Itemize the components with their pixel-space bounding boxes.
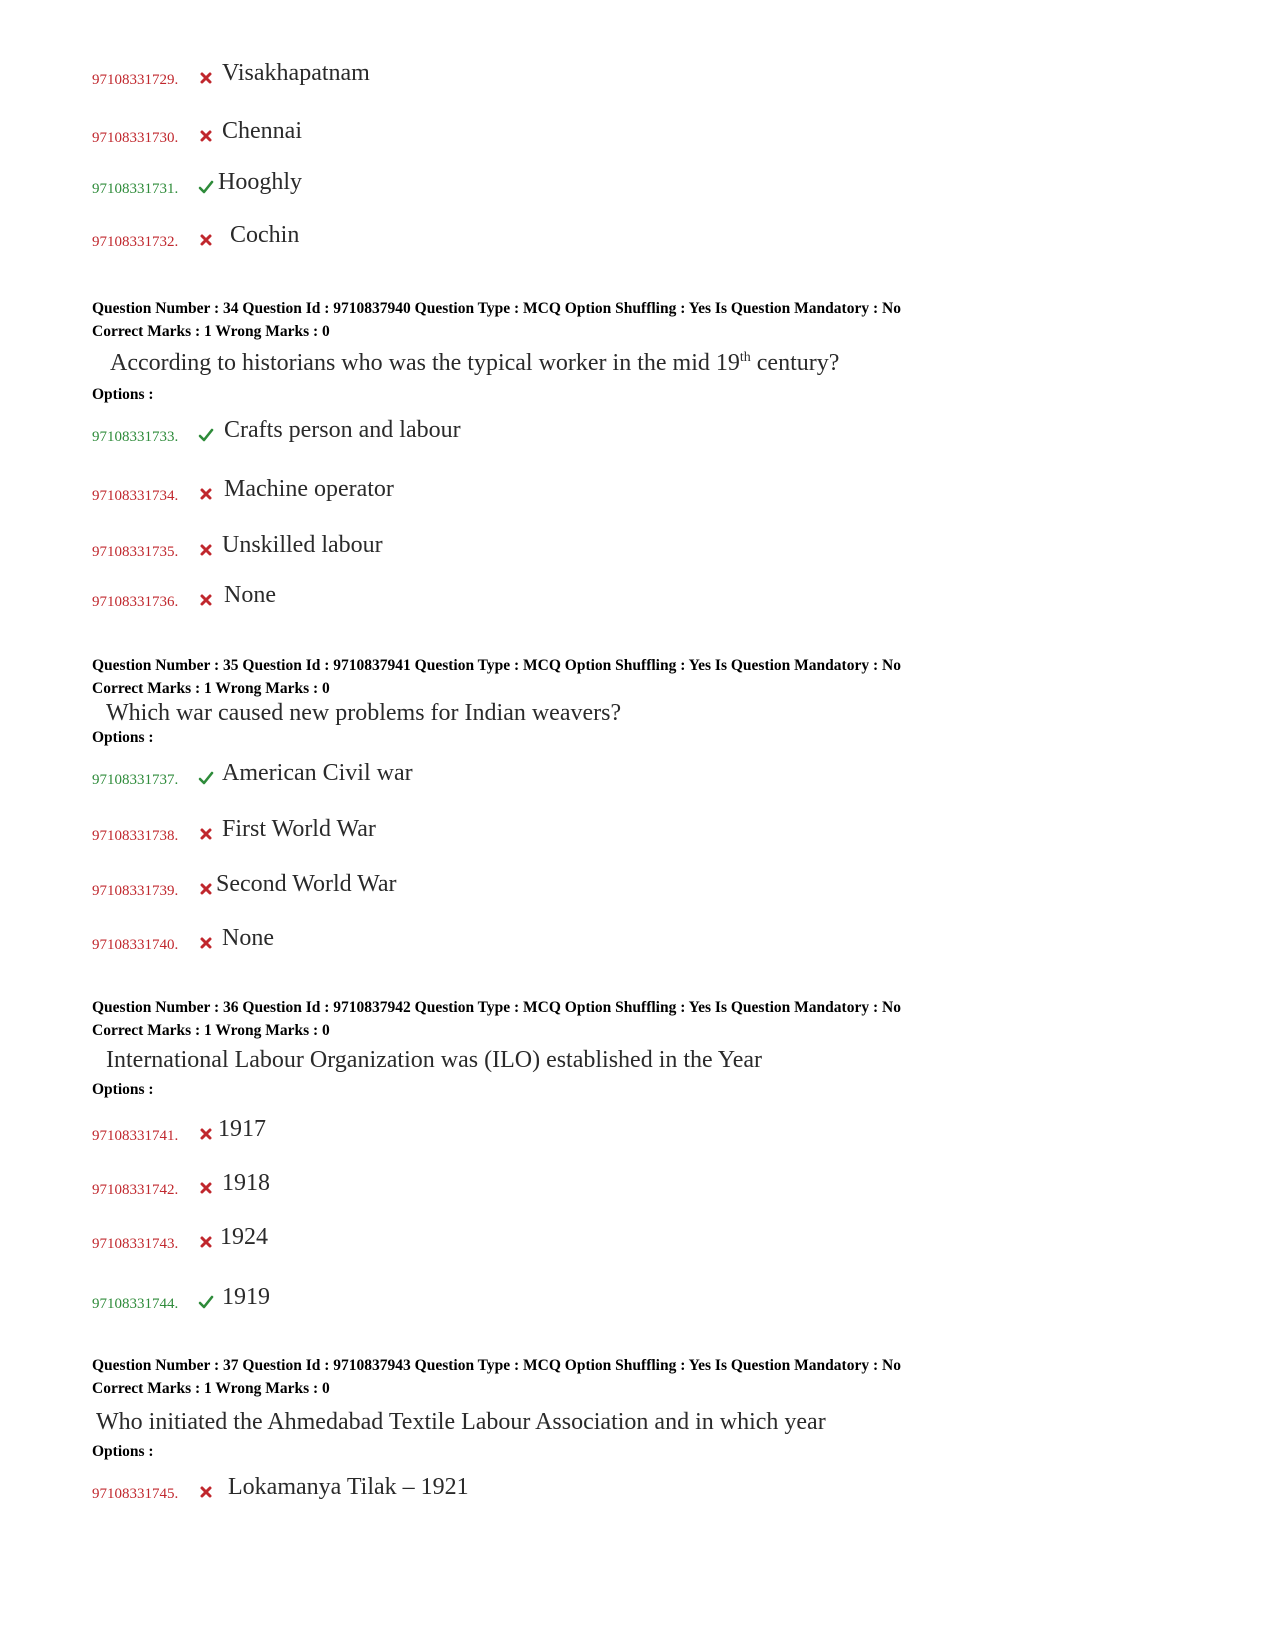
question-meta: Question Number : 36 Question Id : 9710837942 Question Type : MCQ Option Shuffling : Yes Is Question Mandatory : No: [92, 999, 901, 1016]
wrong-cross-icon: [198, 826, 214, 842]
correct-check-icon: [198, 179, 214, 195]
option-id: 97108331741.: [92, 1128, 179, 1144]
wrong-cross-icon: [198, 128, 214, 144]
question-meta: Question Number : 37 Question Id : 9710837943 Question Type : MCQ Option Shuffling : Yes Is Question Mandatory : No: [92, 1357, 901, 1374]
option-id: 97108331734.: [92, 488, 179, 504]
option-id: 97108331743.: [92, 1236, 179, 1252]
wrong-cross-icon: [198, 1180, 214, 1196]
option-text: Cochin: [230, 222, 300, 248]
option-text: Second World War: [216, 871, 397, 897]
correct-check-icon: [198, 1294, 214, 1310]
option-text: 1917: [218, 1116, 266, 1142]
question-marks: Correct Marks : 1 Wrong Marks : 0: [92, 323, 330, 340]
option-id: 97108331735.: [92, 544, 179, 560]
option-id: 97108331736.: [92, 594, 179, 610]
wrong-cross-icon: [198, 1126, 214, 1142]
option-id: 97108331733.: [92, 429, 179, 445]
option-id: 97108331744.: [92, 1296, 179, 1312]
option-text: First World War: [222, 816, 376, 842]
question-text: [110, 350, 839, 377]
question-marks: Correct Marks : 1 Wrong Marks : 0: [92, 680, 330, 697]
option-text: 1918: [222, 1170, 270, 1196]
option-text: Hooghly: [218, 169, 302, 195]
question-text-superscript: th: [739, 350, 751, 365]
question-text-end: century?: [750, 350, 840, 376]
question-meta: Question Number : 34 Question Id : 9710837940 Question Type : MCQ Option Shuffling : Yes Is Question Mandatory : No: [92, 300, 901, 317]
wrong-cross-icon: [198, 232, 214, 248]
wrong-cross-icon: [198, 1484, 214, 1500]
option-id: 97108331731.: [92, 181, 179, 197]
question-text: Who initiated the Ahmedabad Textile Labour Association and in which year: [96, 1409, 826, 1435]
option-text: None: [224, 582, 276, 608]
question-text: Which war caused new problems for Indian weavers?: [106, 700, 622, 726]
question-text-main: According to historians who was the typical worker in the mid 19: [110, 350, 740, 376]
wrong-cross-icon: [198, 542, 214, 558]
option-id: 97108331737.: [92, 772, 179, 788]
option-id: 97108331742.: [92, 1182, 179, 1198]
option-text: Lokamanya Tilak – 1921: [228, 1474, 469, 1500]
option-id: 97108331740.: [92, 937, 179, 953]
option-text: Visakhapatnam: [222, 60, 370, 86]
option-text: Unskilled labour: [222, 532, 383, 558]
wrong-cross-icon: [198, 881, 214, 897]
option-text: Chennai: [222, 118, 302, 144]
option-text: Machine operator: [224, 476, 394, 502]
option-id: 97108331739.: [92, 883, 179, 899]
option-id: 97108331745.: [92, 1486, 179, 1502]
wrong-cross-icon: [198, 935, 214, 951]
option-text: Crafts person and labour: [224, 417, 461, 443]
option-text: 1924: [220, 1224, 268, 1250]
option-id: 97108331730.: [92, 130, 179, 146]
question-marks: Correct Marks : 1 Wrong Marks : 0: [92, 1380, 330, 1397]
option-id: 97108331732.: [92, 234, 179, 250]
option-text: 1919: [222, 1284, 270, 1310]
wrong-cross-icon: [198, 1234, 214, 1250]
correct-check-icon: [198, 770, 214, 786]
wrong-cross-icon: [198, 70, 214, 86]
wrong-cross-icon: [198, 486, 214, 502]
question-marks: Correct Marks : 1 Wrong Marks : 0: [92, 1022, 330, 1039]
correct-check-icon: [198, 427, 214, 443]
option-text: American Civil war: [222, 760, 413, 786]
question-text: International Labour Organization was (ILO) established in the Year: [106, 1047, 763, 1073]
options-label: Options :: [92, 1081, 154, 1098]
option-id: 97108331729.: [92, 72, 179, 88]
question-meta: Question Number : 35 Question Id : 9710837941 Question Type : MCQ Option Shuffling : Yes Is Question Mandatory : No: [92, 657, 901, 674]
option-text: None: [222, 925, 274, 951]
options-label: Options :: [92, 386, 154, 403]
option-id: 97108331738.: [92, 828, 179, 844]
options-label: Options :: [92, 1443, 154, 1460]
wrong-cross-icon: [198, 592, 214, 608]
options-label: Options :: [92, 729, 154, 746]
